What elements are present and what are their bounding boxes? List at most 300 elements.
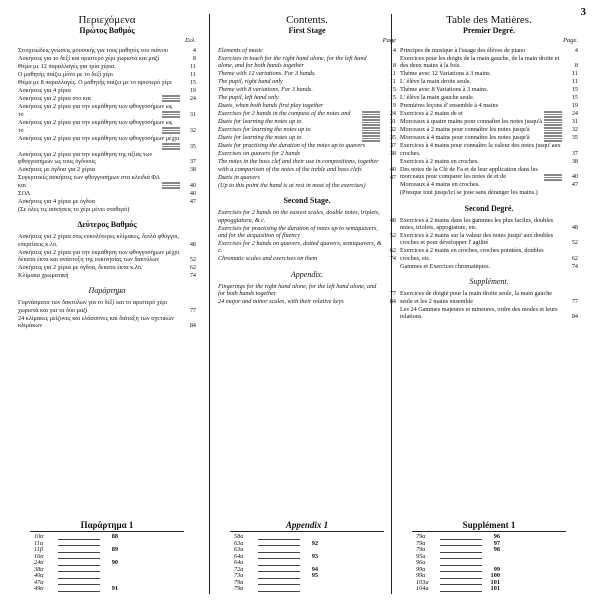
toc-entry [400,189,578,196]
toc-entry [400,263,578,270]
entry-page: 84 [571,313,578,321]
appendix-code: 38α [34,565,44,573]
appendix-fill-line [440,547,482,553]
english-contents-column [218,14,396,534]
toc-entry [218,134,396,141]
toc-entry [400,102,578,109]
entry-page: 11 [390,78,396,86]
appendix-fill-line [58,580,100,586]
entry-text: Elements of music [218,47,264,54]
appendix-code: 104a [416,585,429,592]
toc-entry [18,198,196,205]
entry-page: 47 [571,181,578,189]
entry-page: 4 [574,47,578,54]
entry-page: 74 [389,255,396,263]
toc-entry [18,166,196,173]
entry-page: 38 [571,157,578,165]
entry-text: Theme with 8 variations. For 3 hands. [218,86,313,94]
page-column-label: Page. [563,37,578,44]
appendix-heading: Παράρτημα [88,286,126,296]
toc-entry [18,143,196,150]
entry-page: 19 [571,102,578,110]
appendix-page: 101 [490,585,500,592]
toc-entry [218,225,396,240]
appendix-page: 89 [111,546,118,553]
toc-entry [18,79,196,86]
contents-title: Περιεχόμενα [78,14,136,26]
entry-text: Exercises for 2 hands on quavers, dotted quavers, semiquavers, & c. [218,240,382,255]
appendix-fill-line [258,534,300,540]
appendix-code: 79a [416,539,426,547]
page-column-label: Σελ. [185,37,196,44]
appendix-fill-line [58,586,100,592]
toc-entry [18,249,196,264]
entry-page: 11 [190,71,196,78]
entry-text: Exercices à 4 mains pour connaître la valeur des notes jusqu' aux croches. [400,142,561,157]
entry-page: 32 [189,127,196,134]
first-stage-heading: Premier Degré. [462,26,516,35]
entry-page: 37 [189,158,196,166]
entry-text: Fingerings for the right hand alone, for the left hand alone, and for both hands together [218,282,377,298]
entry-text: Exercices à 2 mains dans les gammes les plus faciles, doubles notes, triolets, appogiature, etc. [400,216,554,232]
appendix-heading: Supplément. [469,277,509,287]
toc-entry [400,47,578,54]
toc-entry [400,232,578,247]
toc-entry [218,118,396,125]
entry-page: 37 [389,142,396,150]
entry-page: 74 [189,272,196,280]
appendix-fill-line [440,534,482,540]
appendix-row [18,586,196,593]
appendix-page: 88 [111,533,118,540]
entry-page: 48 [571,224,578,232]
entry-text: Ασκήσεις για 2 χέρια στο και [18,95,91,102]
greek-appendix-table [18,520,196,593]
entry-page: 52 [571,239,578,247]
toc-entry [400,158,578,165]
entry-text: Ασκήσεις για 2 χέρια για την εκμάθηση των φθογγοσήμων μέχρι [18,135,180,142]
toc-entry [218,240,396,255]
appendix-code: 11β [34,546,43,553]
entry-page: 47 [189,197,196,205]
appendix-code: 47α [34,578,44,586]
entry-text: Morceaux à quatre mains pour connaître les notes jusqu'à [400,118,543,126]
appendix-page: 96 [493,533,500,540]
toc-entry [400,166,578,181]
toc-entry [218,126,396,133]
entry-page: 15 [189,79,196,86]
music-notation-icon [544,174,562,181]
entry-page: 77 [189,306,196,314]
appendix-fill-line [258,554,300,560]
toc-entry [400,70,578,77]
entry-text: Ασκήσεις για το δεξί και αριστερό χέρι χωριστά και μαζί [18,55,160,62]
toc-entry [18,95,196,102]
appendix-table-title: Appendix 1 [285,520,329,530]
appendix-fill-line [440,554,482,560]
toc-entry [18,119,196,126]
entry-page: 4 [192,47,196,54]
appendix-code: 79a [234,585,244,592]
appendix-fill-line [258,567,300,573]
entry-page: 31 [389,118,396,126]
music-notation-icon [162,182,180,189]
entry-page: 31 [189,111,196,118]
entry-page: 35 [189,143,196,150]
entry-text: Exercises for learning the notes up to [218,126,311,134]
music-notation-icon [544,111,562,118]
entry-text: Thème avec 8 Variations à 3 mains. [400,86,489,94]
entry-list [218,209,396,263]
entry-page: 62 [571,254,578,262]
entry-text: 24 major and minor scales, with their relative keys [218,298,344,306]
toc-entry [18,264,196,271]
entry-page: 4 [392,47,396,54]
page-number: 3 [580,6,586,18]
entry-text: Duets in quavers [218,173,260,181]
appendix-code: 63a [234,539,244,547]
appendix-fill-line [258,547,300,553]
entry-page: 32 [571,126,578,134]
toc-entry [18,127,196,134]
toc-entry [18,87,196,94]
appendix-page: 99 [493,565,500,573]
entry-text: Θέμα με 12 παραλλαγές για τρία χέρια. [18,63,116,70]
entry-text: Duets, when both hands first play together [218,102,324,110]
entry-text: το [18,127,24,134]
toc-entry [18,233,196,248]
entry-text: Ασκήσεις για 4 χέρια [18,87,71,94]
entry-list [218,283,396,306]
entry-text: Exercices à 2 mains de et [400,110,463,118]
entry-text: Exercices à 2 mains en croches, croches pointées, doubles croches, etc. [400,247,544,262]
entry-page: 19 [389,102,396,110]
appendix-code: 64a [234,552,244,560]
entry-text: Exercices de doigté pour la main droite seule, la main gauche seule et les 2 mains ensemble [400,290,553,305]
entry-text: L' élève la main droite seule. [400,78,472,86]
entry-page: 11 [572,78,578,86]
appendix-code: 99a [416,572,426,579]
entry-page: 48 [189,240,196,248]
entry-text: ΣΟΛ [18,189,31,197]
entry-page: 40 [189,181,196,189]
entry-text: Morceaux à 2 mains pour connaître les notes jusqu'à [400,126,530,134]
toc-entry [18,190,196,197]
appendix-fill-line [58,541,100,547]
entry-page: 77 [389,290,396,298]
entry-text: Exercises for 2 hands in the compass of the notes and [218,110,351,118]
appendix-code: 40α [34,572,44,579]
column-divider-left [209,14,210,594]
appendix-code: 79a [234,578,244,586]
entry-list [400,217,578,271]
toc-entry [400,126,578,133]
entry-page: 62 [389,247,396,255]
toc-entry [218,55,396,70]
appendix-row [400,586,578,593]
appendix-fill-line [58,554,100,560]
toc-entry [18,151,196,166]
toc-entry [18,103,196,110]
entry-text: Συγκριτικές ασκήσεις των φθογγοσήμων στα κλειδιά ΦΑ και [18,174,160,189]
music-notation-icon [162,127,180,134]
toc-entry [18,47,196,54]
entry-text: Duets for learning the notes up to [218,134,302,142]
entry-page: 8 [392,62,396,70]
toc-entry [400,110,578,117]
appendix-code: 99a [416,565,426,573]
entry-text: The pupil, left hand only [218,94,279,102]
toc-entry [18,315,196,330]
toc-entry [218,86,396,93]
toc-entry [400,86,578,93]
appendix-fill-line [58,573,100,579]
toc-entry [218,182,396,189]
appendix-page: 95 [311,572,318,579]
entry-text: (Presque tout jusqu'ici se joue sans déranger les mains.) [400,189,538,197]
entry-page: 38 [189,166,196,174]
entry-text: Ασκήσεις για 4 χέρια με όγδοα [18,197,96,205]
music-notation-icon [544,135,562,142]
appendix-fill-line [440,541,482,547]
music-notation-icon [544,119,562,126]
appendix-code: 64a [234,559,244,566]
entry-text: Exercises for practising the duration of notes up to semiquavers, and for the acquisition of fluency [218,224,378,240]
appendix-page: 91 [111,585,118,592]
entry-text: Thème avec 12 Variations à 3 mains. [400,70,492,78]
appendix-page: 97 [493,539,500,547]
toc-entry [18,63,196,70]
entry-text: Exercices à 2 mains sur la valeur des notes jusqu' aux doubles croches et pour développer l' agilité [400,232,554,247]
entry-page: 84 [189,322,196,330]
toc-entry [218,209,396,224]
toc-entry [218,110,396,117]
entry-text: Ασκήσεις με όγδοα για 2 χέρια [18,166,96,174]
entry-list [400,47,578,197]
toc-entry [400,55,578,70]
appendix-page: 98 [493,546,500,553]
entry-page: 84 [389,298,396,306]
french-contents-column [400,14,578,534]
entry-text: Duets for learning the notes up to [218,118,302,126]
music-notation-icon [162,111,180,118]
toc-entry [400,247,578,262]
entry-page: 11 [190,63,196,70]
entry-page: 15 [571,94,578,102]
second-stage-heading: Δεύτερος Βαθμός [77,220,137,230]
toc-entry [18,71,196,78]
appendix-code: 16α [34,552,44,560]
appendix-code: 95a [416,552,426,560]
toc-entry [18,206,196,213]
entry-text: Duets for practising the duration of the notes up to quavers [218,142,366,150]
entry-page: 38 [389,150,396,158]
appendix-fill-line [440,560,482,566]
entry-text: Exercices pour les doigts de la main gauche, de la main droite et des deux mains à la fois. [400,55,560,70]
entry-text: Ασκήσεις για 2 χέρια για την εκμάθηση της αξίας των φθογγοσήμων ως τους όγδοους [18,151,153,166]
entry-list [400,290,578,320]
toc-entry [18,174,196,189]
entry-page: 8 [574,62,578,70]
entry-text: Ασκήσεις για 2 χέρια για την εκμάθηση των φθογγοσήμων μέχρι δέκατα έκτα και ανάπτυξη της ευκινησίας των δακτύλων [18,248,180,264]
toc-entry [218,94,396,101]
appendix-table-title: Supplément 1 [462,520,516,530]
entry-page: 15 [571,86,578,94]
entry-text: Chromatic scales and exercises on them [218,255,318,263]
appendix-code: 58a [234,533,244,540]
toc-entry [18,135,196,142]
entry-text: Gammes et Exercices chromatiques. [400,262,491,270]
entry-text: Les 24 Gammes majeures et mineures, ordre des modes et leurs relations. [400,305,558,321]
entry-page: 32 [389,126,396,134]
entry-list [18,233,196,279]
appendix-code: 49α [34,585,44,592]
entry-page: 11 [572,70,578,78]
appendix-fill-line [258,560,300,566]
toc-entry [400,217,578,232]
entry-text: Premières leçons d' ensemble à 4 mains [400,102,499,110]
appendix-rule [412,531,566,532]
toc-entry [400,78,578,85]
entry-page: 62 [189,264,196,272]
entry-page: 19 [189,87,196,94]
appendix-fill-line [258,541,300,547]
english-appendix-table [218,520,396,593]
appendix-code: 96a [416,559,426,566]
music-notation-icon [362,119,380,126]
appendix-fill-line [258,586,300,592]
music-notation-icon [362,111,380,118]
appendix-page: 100 [490,572,500,579]
toc-entry [18,55,196,62]
entry-text: Ασκήσεις για 2 χέρια με όγδοα, δεκατα έκτα κ.λπ. [18,264,143,272]
appendix-code: 72a [234,565,244,573]
music-notation-icon [162,143,180,150]
appendix-row [218,586,396,593]
entry-text: Des notes de la Clé de Fa et de leur application dans les morceaux pour comparer les notes de et de [400,165,538,181]
entry-text: το [18,111,24,118]
toc-entry [400,134,578,141]
entry-page: 24 [389,110,396,118]
music-notation-icon [162,95,180,102]
toc-entry [400,306,578,321]
appendix-heading: Appendix. [290,269,324,279]
second-stage-heading: Second Stage. [283,196,331,206]
entry-page: 15 [389,86,396,94]
entry-page: 52 [189,256,196,264]
entry-text: Exercises in touch for the right hand alone, for the left hand alone, and for both hands together [218,55,367,70]
appendix-code: 10α [34,533,44,540]
appendix-page [300,586,318,593]
entry-page: 37 [571,149,578,157]
entry-page: 35 [389,134,396,142]
entry-text: Θέμα με 8 παραλλαγές. Ο μαθητής παίζει με το αριστερό χέρι [18,79,172,86]
toc-entry [218,158,396,173]
music-notation-icon [362,135,380,142]
entry-text: 24 κλίμακες μείζονες και ελάσσονες και διάταξη των σχετικών κλιμάκων [18,314,174,330]
contents-title: Table des Matières. [446,14,532,26]
entry-list [218,47,396,189]
appendix-fill-line [440,580,482,586]
entry-page: 40 [389,165,396,173]
appendix-rule [230,531,384,532]
toc-entry [218,255,396,262]
entry-text: Ο μαθητής παίζει μόνο με το δεξί χέρι [18,71,113,78]
entry-text: Morceaux à 4 mains pour connaître les notes jusqu'à [400,134,530,142]
entry-page: 15 [389,94,396,102]
entry-page: 40 [189,189,196,197]
entry-text: Morceaux à 4 mains en croches. [400,181,480,189]
appendix-page: 93 [311,552,318,560]
toc-entry [218,47,396,54]
entry-text: (Σε όλες τις ασκήσεις το χέρι μένει σταθερό) [18,205,130,213]
entry-page: 47 [389,173,396,181]
entry-text: Ασκήσεις για 2 χέρια για την εκμάθηση των φθογγοσήμων ως [18,103,173,110]
appendix-fill-line [58,567,100,573]
entry-list [18,299,196,329]
entry-text: Exercises on quavers for 2 hands [218,150,301,158]
appendix-fill-line [258,580,300,586]
toc-entry [218,102,396,109]
entry-page: 11 [390,70,396,78]
appendix-fill-line [440,573,482,579]
entry-text: L' élève la main gauche seule. [400,94,475,102]
entry-page: 35 [571,134,578,142]
first-stage-heading: First Stage [288,26,326,35]
toc-entry [18,111,196,118]
toc-entry [218,283,396,298]
entry-page: 24 [189,95,196,102]
appendix-code: 79a [416,533,426,540]
entry-text: Γυμνάσματα των δακτύλων για το δεξί και το αριστερό χέρι χωριστά και για τα δύο μαζί [18,299,167,314]
entry-text: The notes in the bass clef and their use in compositions, together with a comparison of the notes of the treble and bass clefs [218,158,379,173]
appendix-fill-line [258,573,300,579]
entry-page: 74 [571,262,578,270]
toc-entry [18,299,196,314]
appendix-code: 79a [416,546,426,553]
entry-text: Κλίμακα χρωματική [18,272,69,280]
appendix-page: 94 [311,565,318,573]
entry-text: Exercises for 2 hands on the easiest scales, double notes, triplets, appoggiatura, & c. [218,209,380,224]
appendix-page: 101 [490,578,500,586]
entry-page: 31 [571,118,578,126]
appendix-table-title: Παράρτημα 1 [80,520,134,530]
first-stage-heading: Πρώτος Βαθμός [79,26,135,35]
appendix-code: 63a [234,546,244,553]
entry-text: The pupil, right hand only [218,78,283,86]
contents-title: Contents. [286,14,328,26]
appendix-code: 103a [416,578,429,586]
entry-page: 40 [571,173,578,181]
entry-text: Principes de musique à l'usage des élèves de piano [400,47,526,54]
toc-entry [218,78,396,85]
appendix-code: 11α [34,539,44,547]
toc-entry [218,150,396,157]
toc-entry [218,298,396,305]
appendix-page: 90 [111,559,118,566]
entry-page: 24 [571,110,578,118]
appendix-fill-line [440,586,482,592]
appendix-fill-line [440,567,482,573]
toc-entry [218,142,396,149]
toc-entry [218,70,396,77]
appendix-fill-line [58,560,100,566]
entry-page: 77 [571,297,578,305]
entry-text: Ασκήσεις για 2 χέρια για την εκμάθηση των φθογγοσήμων ως [18,119,173,126]
french-appendix-table [400,520,578,593]
toc-entry [400,118,578,125]
appendix-fill-line [58,547,100,553]
